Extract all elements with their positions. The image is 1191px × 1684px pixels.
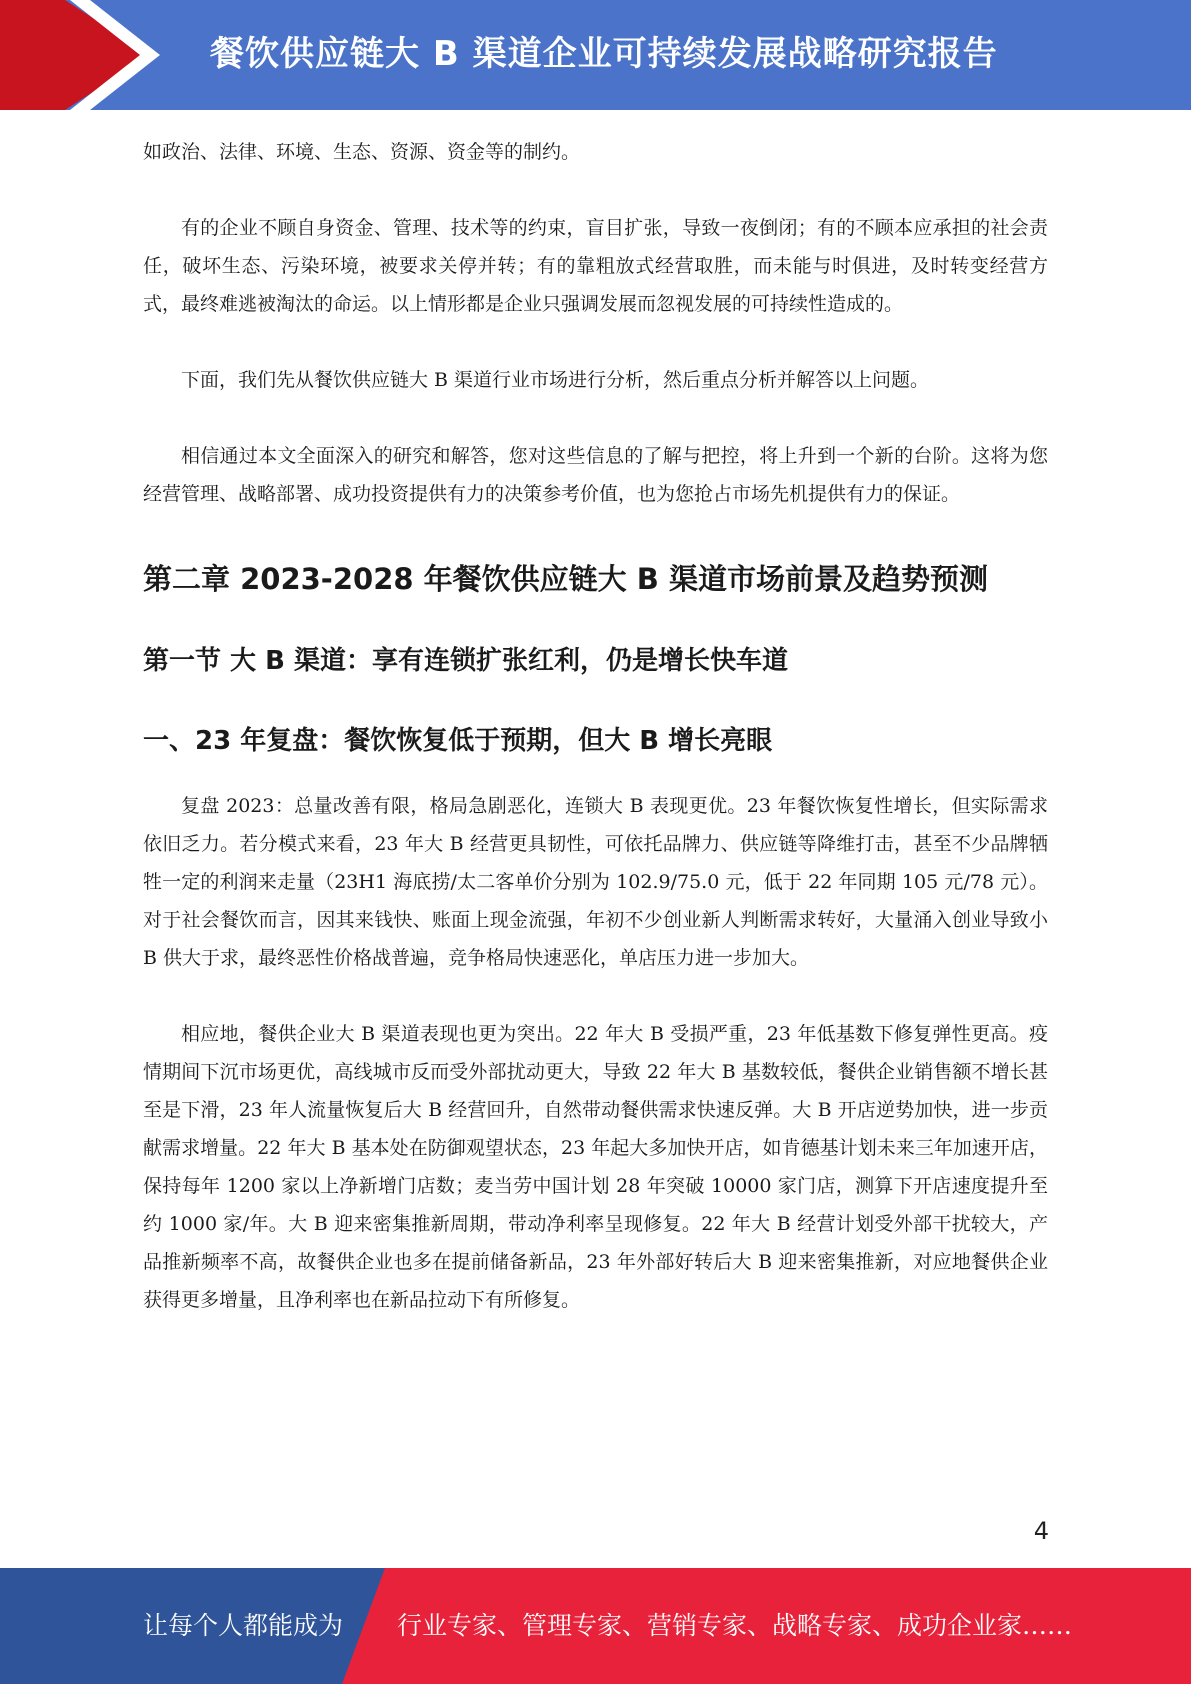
document-body (143, 133, 1048, 1319)
footer-slogan-right: 行业专家、管理专家、营销专家、战略专家、成功企业家…… (397, 1611, 1073, 1640)
paragraph: 如政治、法律、环境、生态、资源、资金等的制约。 (143, 141, 581, 163)
page-footer (0, 1568, 1191, 1684)
subsection-heading: 一、23 年复盘：餐饮恢复低于预期，但大 B 增长亮眼 (143, 726, 773, 756)
report-title: 餐饮供应链大 B 渠道企业可持续发展战略研究报告 (210, 34, 998, 74)
paragraph: 下面，我们先从餐饮供应链大 B 渠道行业市场进行分析，然后重点分析并解答以上问题。 (181, 369, 930, 391)
paragraph: 相应地，餐供企业大 B 渠道表现也更为突出。22 年大 B 受损严重，23 年低基数下修复弹性更高。疫情期间下沉市场更优，高线城市反而受外部扰动更大，导致 22 年大 B 基数较低，餐供企业销售额不增长甚至是下滑，23 年人流量恢复后大 B 经营回升，自然带动餐供需求快速反弹。大 B 开店逆势加快，进一步贡献需求增量。22 年大 B 基本处在防御观望状态，23 年起大多加快开店，如肯德基计划未来三年加速开店，保持每年 1200 家以上净新增门店数；麦当劳中国计划 28 年突破 10000 家门店，测算下开店速度提升至约 1000 家/年。大 B 迎来密集推新周期，带动净利率呈现修复。22 年大 B 经营计划受外部干扰较大，产品推新频率不高，故餐供企业也多在提前储备新品，23 年外部好转后大 B 迎来密集推新，对应地餐供企业获得更多增量，且净利率也在新品拉动下有所修复。 (143, 1023, 1048, 1311)
footer-slogan-left: 让每个人都能成为 (143, 1611, 344, 1640)
paragraph: 相信通过本文全面深入的研究和解答，您对这些信息的了解与把控，将上升到一个新的台阶。这将为您经营管理、战略部署、成功投资提供有力的决策参考价值，也为您抢占市场先机提供有力的保证。 (143, 445, 1048, 505)
page-number: 4 (1033, 1517, 1049, 1545)
section-heading: 第一节 大 B 渠道：享有连锁扩张红利，仍是增长快车道 (143, 646, 788, 676)
paragraph: 有的企业不顾自身资金、管理、技术等的约束，盲目扩张，导致一夜倒闭；有的不顾本应承担的社会责任，破坏生态、污染环境，被要求关停并转；有的靠粗放式经营取胜，而未能与时俱进，及时转变经营方式，最终难逃被淘汰的命运。以上情形都是企业只强调发展而忽视发展的可持续性造成的。 (143, 217, 1048, 315)
chapter-heading: 第二章 2023-2028 年餐饮供应链大 B 渠道市场前景及趋势预测 (143, 562, 988, 596)
paragraph: 复盘 2023：总量改善有限，格局急剧恶化，连锁大 B 表现更优。23 年餐饮恢复性增长，但实际需求依旧乏力。若分模式来看，23 年大 B 经营更具韧性，可依托品牌力、供应链等降维打击，甚至不少品牌牺牲一定的利润来走量（23H1 海底捞/太二客单价分别为 102.9/75.0 元，低于 22 年同期 105 元/78 元）。对于社会餐饮而言，因其来钱快、账面上现金流强，年初不少创业新人判断需求转好，大量涌入创业导致小 B 供大于求，最终恶性价格战普遍，竞争格局快速恶化，单店压力进一步加大。 (143, 795, 1048, 969)
page-header (0, 0, 1191, 110)
